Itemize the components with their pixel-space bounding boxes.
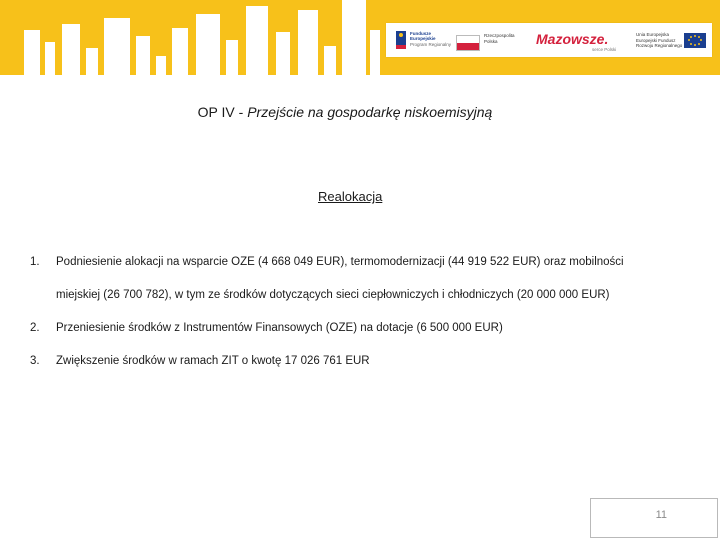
polish-flag-icon: [456, 35, 480, 51]
rp-line1: Rzeczpospolita: [484, 33, 515, 38]
eu-flag-icon: [684, 33, 706, 48]
decor-block: [298, 10, 318, 75]
decor-block: [276, 32, 290, 75]
logo-strip: [386, 23, 712, 57]
ue-line1: Unia Europejska: [636, 32, 670, 37]
slide-subtitle: Realokacja: [318, 189, 383, 204]
decor-block: [172, 28, 188, 75]
slide-title: [0, 104, 690, 120]
decor-block: [156, 56, 166, 75]
item-2-number: 2.: [30, 322, 40, 334]
decor-block: [62, 24, 80, 75]
mazowsze-tagline: serce Polski: [592, 47, 617, 52]
fundusze-line3: Program Regionalny: [410, 42, 452, 47]
fundusze-line1: Fundusze: [410, 31, 431, 36]
header-band: [0, 0, 720, 75]
decor-block: [342, 0, 366, 75]
page-number: 11: [655, 509, 667, 521]
decor-block: [226, 40, 238, 75]
rp-line2: Polska: [484, 39, 498, 44]
item-1-line-2: miejskiej (26 700 782), w tym ze środków dotyczących sieci ciepłowniczych i chłodniczych (20 000 000 EUR): [56, 289, 610, 301]
decor-block: [136, 36, 150, 75]
mazowsze-logo: [536, 27, 620, 53]
decor-block: [246, 6, 268, 75]
page-number-box: [590, 498, 718, 538]
slide-title-italic: Przejście na gospodarkę niskoemisyjną: [247, 104, 493, 120]
decor-block: [24, 30, 40, 75]
slide-title-prefix: OP IV -: [197, 104, 248, 120]
decor-block: [370, 30, 380, 75]
unia-europejska-logo: [634, 27, 708, 53]
ue-line3: Rozwoju Regionalnego: [636, 43, 683, 48]
item-1-line-1: Podniesienie alokacji na wsparcie OZE (4 668 049 EUR), termomodernizacji (44 919 522 EUR) oraz mobilności: [56, 256, 624, 268]
fundusze-line2: Europejskie: [410, 36, 436, 41]
decor-block: [86, 48, 98, 75]
fundusze-europejskie-logo: [390, 27, 450, 53]
decor-block: [45, 42, 55, 75]
decor-block: [104, 18, 130, 75]
mazowsze-logo-icon: Mazowsze.: [536, 31, 609, 47]
item-3-line-1: Zwiększenie środków w ramach ZIT o kwotę 17 026 761 EUR: [56, 355, 370, 367]
decor-block: [196, 14, 220, 75]
item-1-number: 1.: [30, 256, 40, 268]
rzeczpospolita-polska-logo: [454, 27, 524, 53]
item-2-line-1: Przeniesienie środków z Instrumentów Finansowych (OZE) na dotacje (6 500 000 EUR): [56, 322, 503, 334]
decor-block: [324, 46, 336, 75]
item-3-number: 3.: [30, 355, 40, 367]
ue-line2: Europejski Fundusz: [636, 38, 676, 43]
